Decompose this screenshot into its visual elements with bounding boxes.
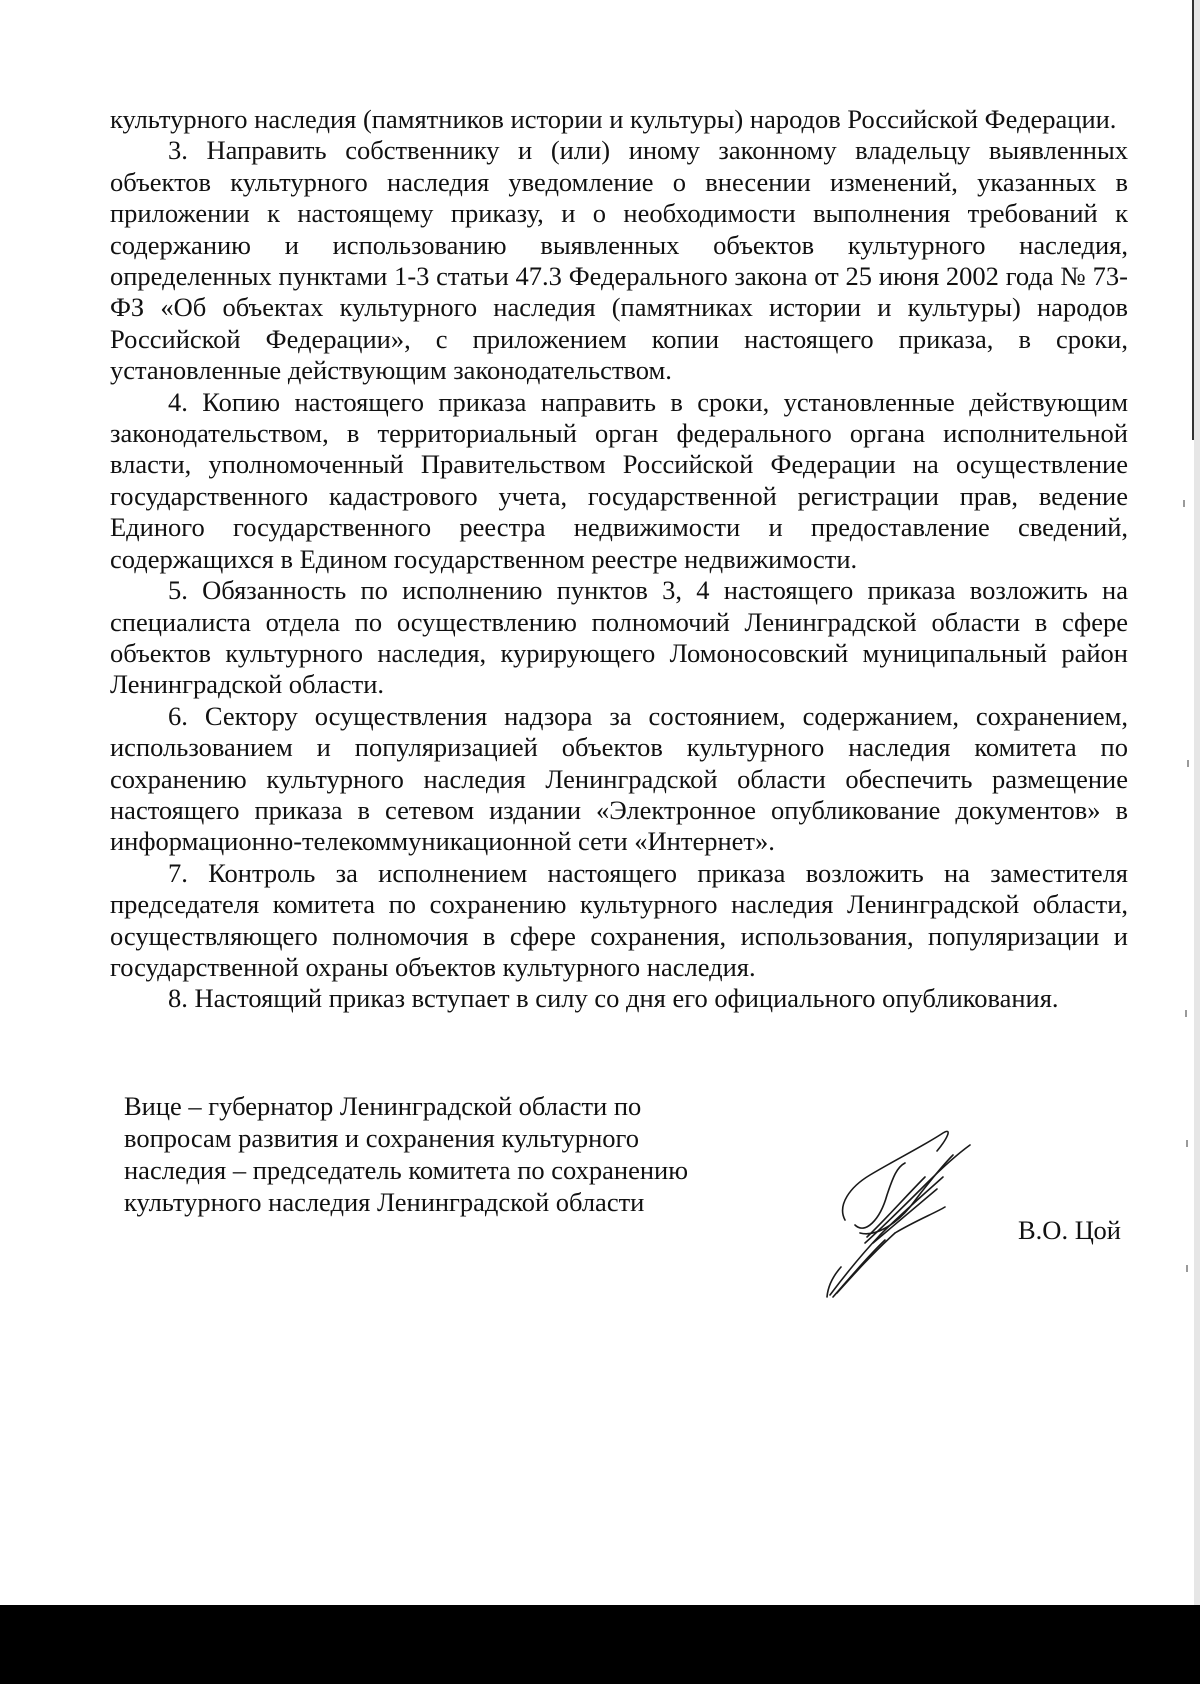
paragraph-item-3: 3. Направить собственнику и (или) иному законному владельцу выявленных объектов культурного наследия уведомление о внесении изменений, указанных в приложении к настоящему приказу, и о необходимости выполнения требований к содержанию и использованию выявленных объектов культурного наследия, определенных пунктами 1-3 статьи 47.3 Федерального закона от 25 июня 2002 года № 73-ФЗ «Об объектах культурного наследия (памятниках истории и культуры) народов Российской Федерации», с приложением копии настоящего приказа, в сроки, установленные действующим законодательством. <box>110 135 1128 386</box>
scan-speck <box>1186 1265 1188 1272</box>
scan-edge-shadow <box>1194 0 1200 1684</box>
handwritten-signature <box>825 1125 995 1300</box>
signatory-position <box>124 1090 764 1218</box>
scan-bottom-border <box>0 1605 1200 1684</box>
signatory-position-line: Вице – губернатор Ленинградской области по <box>124 1091 642 1121</box>
scan-edge-line <box>1192 0 1194 440</box>
scan-speck <box>1187 760 1189 767</box>
paragraph: культурного наследия (памятников истории и культуры) народов Российской Федерации. <box>110 104 1117 134</box>
scan-speck <box>1183 500 1185 507</box>
paragraph-item-7: 7. Контроль за исполнением настоящего приказа возложить на заместителя председателя комитета по сохранению культурного наследия Ленинградской области, осуществляющего полномочия в сфере сохранения, использования, популяризации и государственной охраны объектов культурного наследия. <box>110 857 1128 982</box>
paragraph-item-8: 8. Настоящий приказ вступает в силу со дня его официального опубликования. <box>168 983 1059 1014</box>
scan-speck <box>1186 1140 1188 1147</box>
paragraph-item-6: 6. Сектору осуществления надзора за состоянием, содержанием, сохранением, использованием и популяризацией объектов культурного наследия комитета по сохранению культурного наследия Ленинградской области обеспечить размещение настоящего приказа в сетевом издании «Электронное опубликование документов» в информационно-телекоммуникационной сети «Интернет». <box>110 700 1128 857</box>
signatory-name: В.О. Цой <box>1018 1215 1121 1245</box>
paragraph-item-5: 5. Обязанность по исполнению пунктов 3, 4 настоящего приказа возложить на специалиста отдела по осуществлению полномочий Ленинградской области в сфере объектов культурного наследия, курирующего Ломоносовский муниципальный район Ленинградской области. <box>110 575 1128 700</box>
signatory-position-line: культурного наследия Ленинградской области <box>124 1187 645 1217</box>
signatory-position-line: вопросам развития и сохранения культурного <box>124 1123 639 1153</box>
paragraph-item-4: 4. Копию настоящего приказа направить в сроки, установленные действующим законодательством, в территориальный орган федерального органа исполнительной власти, уполномоченный Правительством Российской Федерации на осуществление государственного кадастрового учета, государственной регистрации прав, ведение Единого государственного реестра недвижимости и предоставление сведений, содержащихся в Едином государственном реестре недвижимости. <box>110 386 1128 574</box>
signatory-position-line: наследия – председатель комитета по сохранению <box>124 1155 688 1185</box>
document-body <box>110 104 1128 1015</box>
scan-speck <box>1185 1010 1187 1017</box>
